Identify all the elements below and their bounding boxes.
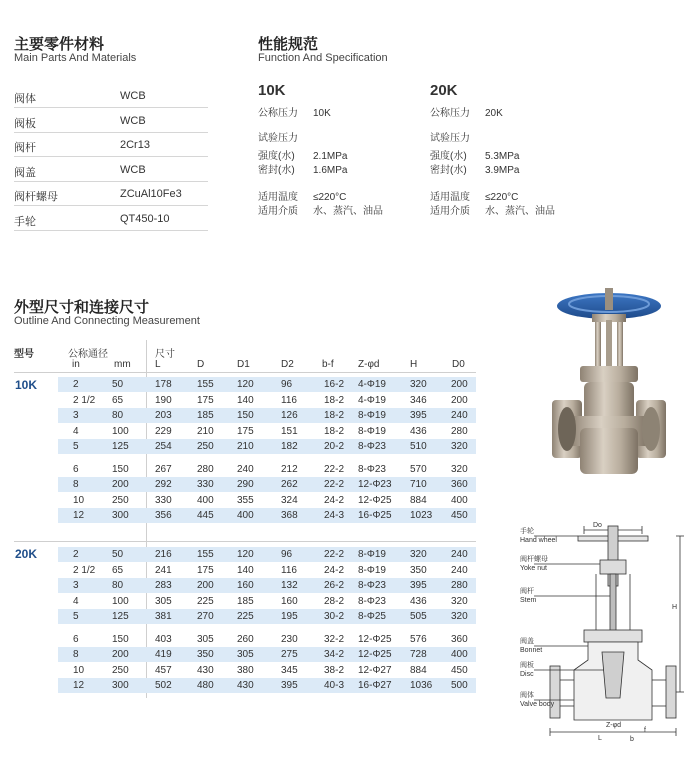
material-value: ZCuAl10Fe3 — [120, 188, 182, 200]
table-cell: 400 — [197, 494, 214, 506]
head-model: 型号 — [14, 349, 34, 360]
table-cell: 350 — [197, 649, 214, 660]
label-disc-cn: 阀板 — [520, 662, 534, 669]
table-cell: 155 — [197, 549, 214, 560]
table-cell: 240 — [451, 410, 468, 421]
material-value: WCB — [120, 114, 146, 127]
table-cell: 6 — [73, 633, 79, 645]
table-cell: 195 — [281, 611, 298, 622]
table-cell: 380 — [237, 664, 254, 676]
table-cell: 305 — [155, 595, 172, 607]
table-cell: 324 — [281, 494, 298, 506]
table-cell: 178 — [155, 379, 172, 390]
table-cell: 16-Φ25 — [358, 510, 392, 521]
table-cell: 8-Φ23 — [358, 463, 386, 475]
table-cell: 125 — [112, 441, 129, 452]
spec-medium-value: 水、蒸汽、油品 — [313, 206, 383, 217]
spec-strength-label: 强度(水) — [258, 151, 295, 162]
table-cell: 2 — [73, 549, 79, 560]
table-cell: 4-Φ19 — [358, 394, 386, 406]
table-cell: 346 — [410, 394, 427, 406]
table-cell: 140 — [237, 564, 254, 576]
table-cell: 1036 — [410, 680, 433, 691]
materials-title-en: Main Parts And Materials — [14, 52, 137, 64]
table-cell: 510 — [410, 441, 427, 452]
materials-title-cn: 主要零件材料 — [14, 36, 105, 53]
table-cell: 395 — [410, 410, 427, 421]
label-stem-en: Stem — [520, 597, 537, 604]
table-cell: 18-2 — [324, 394, 345, 406]
table-cell: 430 — [197, 664, 214, 676]
spec-seal-value: 3.9MPa — [485, 165, 520, 176]
table-cell: 120 — [237, 549, 254, 560]
table-cell: 16-2 — [324, 379, 345, 390]
table-cell: 403 — [155, 633, 172, 645]
material-value: WCB — [120, 163, 146, 176]
valve-photo — [540, 282, 678, 490]
table-cell: 175 — [237, 425, 254, 437]
label-body-en: Valve body — [520, 701, 555, 708]
label-handwheel-cn: 手轮 — [520, 528, 534, 535]
spec-test-label: 试验压力 — [430, 133, 470, 144]
label-disc-en: Disc — [520, 671, 534, 678]
label-dim-h: H — [672, 604, 678, 611]
table-cell: 320 — [451, 441, 468, 452]
table-cell: 395 — [410, 580, 427, 591]
table-cell: 65 — [112, 564, 124, 576]
table-cell: 710 — [410, 479, 427, 490]
table-cell: 8-Φ23 — [358, 580, 386, 591]
table-cell: 155 — [197, 379, 214, 390]
label-dim-f: f — [644, 727, 646, 734]
table-cell: 400 — [237, 510, 254, 521]
table-cell: 190 — [155, 394, 172, 406]
table-cell: 100 — [112, 595, 129, 607]
table-cell: 292 — [155, 479, 172, 490]
material-row — [14, 109, 208, 133]
table-cell: 30-2 — [324, 611, 345, 622]
table-cell: 320 — [451, 463, 468, 475]
table-cell: 355 — [237, 494, 254, 506]
spec-title-cn: 性能规范 — [258, 36, 319, 53]
table-cell: 305 — [197, 633, 214, 645]
table-cell: 884 — [410, 494, 427, 506]
table-cell: 356 — [155, 510, 172, 521]
table-cell: 368 — [281, 510, 298, 521]
table-cell: 4-Φ19 — [358, 379, 386, 390]
spec-strength-value: 5.3MPa — [485, 151, 520, 162]
table-cell: 445 — [197, 510, 214, 521]
table-cell: 12 — [73, 510, 85, 521]
table-cell: 10 — [73, 494, 85, 506]
table-cell: 8-Φ19 — [358, 425, 386, 437]
spec-nominal-value: 10K — [313, 108, 331, 119]
table-cell: 12 — [73, 680, 85, 691]
table-cell: 4 — [73, 595, 79, 607]
table-cell: 500 — [451, 680, 468, 691]
table-cell: 120 — [237, 379, 254, 390]
table-cell: 20-2 — [324, 441, 345, 452]
table-cell: 400 — [451, 649, 468, 660]
table-cell: 18-2 — [324, 425, 345, 437]
table-cell: 151 — [281, 425, 298, 437]
table-cell: 96 — [281, 379, 293, 390]
table-cell: 140 — [237, 394, 254, 406]
table-cell: 4 — [73, 425, 79, 437]
table-cell: 210 — [197, 425, 214, 437]
table-cell: 200 — [112, 479, 129, 490]
table-cell: 12-Φ25 — [358, 649, 392, 660]
group-label-20k: 20K — [15, 547, 38, 561]
table-cell: 330 — [155, 494, 172, 506]
group-label-10k: 10K — [15, 378, 38, 392]
spec-temp-value: ≤220°C — [485, 192, 519, 203]
spec-medium-value: 水、蒸汽、油品 — [485, 206, 555, 217]
table-cell: 175 — [197, 564, 214, 576]
table-cell: 22-2 — [324, 479, 345, 490]
table-cell: 576 — [410, 633, 427, 645]
table-cell: 150 — [112, 633, 129, 645]
table-cell: 2 1/2 — [73, 564, 96, 576]
table-cell: 8-Φ19 — [358, 549, 386, 560]
material-part: 阀板 — [14, 117, 36, 130]
table-cell: 229 — [155, 425, 172, 437]
material-row — [14, 207, 208, 231]
table-cell: 80 — [112, 410, 124, 421]
spec-temp-value: ≤220°C — [313, 192, 347, 203]
head-D: D — [197, 359, 205, 370]
table-cell: 8-Φ23 — [358, 595, 386, 607]
table-cell: 360 — [451, 633, 468, 645]
spec-grade: 20K — [430, 82, 458, 99]
table-cell: 267 — [155, 463, 172, 475]
table-cell: 280 — [451, 425, 468, 437]
table-cell: 260 — [237, 633, 254, 645]
table-cell: 6 — [73, 463, 79, 475]
table-cell: 40-3 — [324, 680, 345, 691]
table-cell: 200 — [451, 379, 468, 390]
table-cell: 345 — [281, 664, 298, 676]
label-dim-b: b — [630, 736, 634, 743]
table-cell: 150 — [112, 463, 129, 475]
spec-strength-label: 强度(水) — [430, 151, 467, 162]
table-cell: 502 — [155, 680, 172, 691]
label-dim-l: L — [598, 735, 602, 742]
table-cell: 32-2 — [324, 633, 345, 645]
table-cell: 150 — [237, 410, 254, 421]
table-cell: 22-2 — [324, 549, 345, 560]
table-cell: 50 — [112, 549, 124, 560]
table-cell: 400 — [451, 494, 468, 506]
table-cell: 116 — [281, 394, 297, 406]
head-D2: D2 — [281, 359, 294, 370]
table-cell: 250 — [112, 494, 129, 506]
head-H: H — [410, 359, 418, 370]
table-cell: 280 — [451, 580, 468, 591]
table-cell: 419 — [155, 649, 172, 660]
table-cell: 250 — [112, 664, 129, 676]
table-cell: 381 — [155, 611, 172, 622]
table-cell: 300 — [112, 680, 129, 691]
table-cell: 116 — [281, 564, 297, 576]
table-cell: 250 — [197, 441, 214, 452]
table-cell: 12-Φ25 — [358, 633, 392, 645]
head-zd: Z-φd — [358, 359, 380, 370]
table-cell: 300 — [112, 510, 129, 521]
head-nominal: 公称通径 — [68, 349, 108, 360]
material-part: 手轮 — [14, 215, 36, 228]
label-handwheel-en: Hand wheel — [520, 537, 557, 544]
material-value: WCB — [120, 90, 146, 102]
table-cell: 203 — [155, 410, 172, 421]
label-dim-zd: Z-φd — [606, 722, 622, 729]
table-cell: 8 — [73, 649, 79, 660]
table-cell: 290 — [237, 479, 254, 490]
table-cell: 280 — [197, 463, 214, 475]
spec-nominal-label: 公称压力 — [258, 108, 298, 119]
head-bf: b-f — [322, 359, 334, 370]
table-cell: 160 — [281, 595, 298, 607]
table-cell: 505 — [410, 611, 427, 622]
table-cell: 570 — [410, 463, 427, 475]
spec-nominal-value: 20K — [485, 108, 503, 119]
table-cell: 160 — [237, 580, 254, 591]
table-cell: 450 — [451, 664, 468, 676]
label-stem-cn: 阀杆 — [520, 588, 534, 595]
table-cell: 185 — [197, 410, 214, 421]
table-cell: 126 — [281, 410, 298, 421]
table-cell: 2 — [73, 379, 79, 390]
spec-seal-label: 密封(水) — [430, 165, 467, 176]
spec-temp-label: 适用温度 — [258, 192, 298, 203]
table-cell: 200 — [451, 394, 468, 406]
label-bonnet-cn: 阀盖 — [520, 638, 534, 645]
head-L: L — [155, 359, 161, 370]
table-cell: 283 — [155, 580, 172, 591]
table-cell: 26-2 — [324, 580, 345, 591]
table-cell: 5 — [73, 441, 79, 452]
label-bonnet-en: Bonnet — [520, 647, 543, 654]
table-cell: 320 — [451, 595, 468, 607]
table-cell: 210 — [237, 441, 254, 452]
table-cell: 436 — [410, 425, 427, 437]
table-cell: 50 — [112, 379, 124, 390]
table-cell: 80 — [112, 580, 124, 591]
head-D0: D0 — [452, 359, 465, 370]
table-cell: 22-2 — [324, 463, 345, 475]
table-cell: 480 — [197, 680, 214, 691]
table-cell: 3 — [73, 410, 79, 421]
spec-test-label: 试验压力 — [258, 133, 298, 144]
table-cell: 728 — [410, 649, 427, 660]
table-cell: 34-2 — [324, 649, 345, 660]
table-cell: 240 — [451, 564, 468, 576]
table-cell: 240 — [451, 549, 468, 560]
table-cell: 330 — [197, 479, 214, 490]
table-cell: 5 — [73, 611, 79, 622]
table-cell: 360 — [451, 479, 468, 490]
table-cell: 436 — [410, 595, 427, 607]
table-cell: 200 — [197, 580, 214, 591]
table-cell: 270 — [197, 611, 214, 622]
table-cell: 100 — [112, 425, 129, 437]
material-part: 阀盖 — [14, 166, 36, 179]
table-cell: 175 — [197, 394, 214, 406]
spec-medium-label: 适用介质 — [258, 206, 298, 217]
material-part: 阀杆螺母 — [14, 191, 58, 203]
table-cell: 8-Φ23 — [358, 441, 386, 452]
table-cell: 24-3 — [324, 510, 345, 521]
table-cell: 8 — [73, 479, 79, 490]
table-cell: 24-2 — [324, 564, 345, 576]
spec-temp-label: 适用温度 — [430, 192, 470, 203]
valve-section-diagram — [514, 520, 686, 750]
table-cell: 262 — [281, 479, 298, 490]
label-yokenut-en: Yoke nut — [520, 565, 547, 572]
table-cell: 200 — [112, 649, 129, 660]
head-size: 尺寸 — [155, 349, 175, 360]
table-cell: 8-Φ25 — [358, 611, 386, 622]
table-cell: 182 — [281, 441, 298, 452]
table-cell: 125 — [112, 611, 129, 622]
head-D1: D1 — [237, 359, 250, 370]
table-cell: 350 — [410, 564, 427, 576]
material-part: 阀杆 — [14, 142, 36, 154]
table-cell: 225 — [197, 595, 214, 607]
spec-seal-value: 1.6MPa — [313, 165, 348, 176]
table-cell: 16-Φ27 — [358, 680, 392, 691]
table-cell: 457 — [155, 664, 172, 676]
table-cell: 185 — [237, 595, 254, 607]
table-cell: 1023 — [410, 510, 433, 521]
table-cell: 38-2 — [324, 664, 345, 676]
table-cell: 241 — [155, 564, 172, 576]
table-cell: 395 — [281, 680, 298, 691]
table-cell: 240 — [237, 463, 254, 475]
material-row — [14, 182, 208, 206]
table-cell: 8-Φ19 — [358, 410, 386, 421]
table-cell: 65 — [112, 394, 124, 406]
table-cell: 884 — [410, 664, 427, 676]
table-cell: 18-2 — [324, 410, 345, 421]
table-cell: 275 — [281, 649, 298, 660]
spec-medium-label: 适用介质 — [430, 206, 470, 217]
table-cell: 230 — [281, 633, 298, 645]
table-cell: 320 — [410, 549, 427, 560]
table-cell: 320 — [451, 611, 468, 622]
label-yokenut-cn: 阀杆螺母 — [520, 556, 548, 563]
table-cell: 216 — [155, 549, 172, 560]
material-value: 2Cr13 — [120, 139, 150, 151]
table-cell: 305 — [237, 649, 254, 660]
table-cell: 12-Φ23 — [358, 479, 392, 490]
table-cell: 212 — [281, 463, 298, 475]
table-cell: 225 — [237, 611, 254, 622]
table-cell: 10 — [73, 664, 85, 676]
table-cell: 12-Φ27 — [358, 664, 392, 676]
label-dim-d0: Do — [593, 522, 602, 529]
table-cell: 28-2 — [324, 595, 345, 607]
material-row — [14, 133, 208, 157]
table-cell: 12-Φ25 — [358, 494, 392, 506]
spec-grade: 10K — [258, 82, 286, 99]
table-cell: 8-Φ19 — [358, 564, 386, 576]
material-row — [14, 84, 208, 108]
table-cell: 132 — [281, 580, 298, 591]
material-value: QT450-10 — [120, 212, 170, 225]
spec-strength-value: 2.1MPa — [313, 151, 348, 162]
table-cell: 24-2 — [324, 494, 345, 506]
table-cell: 2 1/2 — [73, 394, 96, 406]
material-row — [14, 158, 208, 182]
head-in: in — [72, 359, 80, 370]
material-part: 阀体 — [14, 93, 36, 105]
outline-title-en: Outline And Connecting Measurement — [14, 315, 200, 327]
spec-seal-label: 密封(水) — [258, 165, 295, 176]
table-cell: 3 — [73, 580, 79, 591]
table-cell: 254 — [155, 441, 172, 452]
label-body-cn: 阀体 — [520, 692, 534, 699]
spec-nominal-label: 公称压力 — [430, 108, 470, 119]
table-cell: 430 — [237, 680, 254, 691]
table-cell: 320 — [410, 379, 427, 390]
spec-title-en: Function And Specification — [258, 52, 388, 64]
table-cell: 450 — [451, 510, 468, 521]
outline-title-cn: 外型尺寸和连接尺寸 — [14, 299, 150, 316]
table-cell: 96 — [281, 549, 293, 560]
head-mm: mm — [114, 359, 131, 370]
